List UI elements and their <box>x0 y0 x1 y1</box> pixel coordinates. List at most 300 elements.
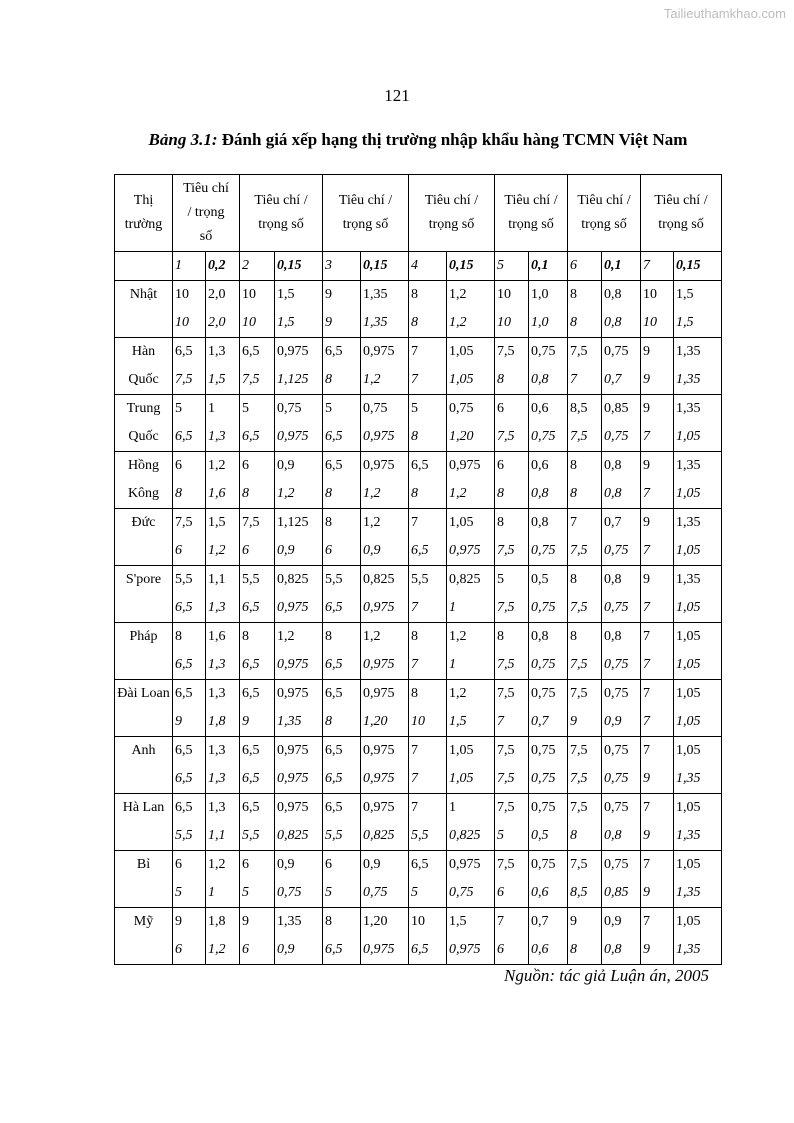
cell-value-line2: 1,3 <box>208 657 226 672</box>
cell-value-line1: 8 <box>325 629 332 644</box>
cell-value-line2: 1,35 <box>676 771 701 786</box>
cell-value-line1: 6 <box>325 857 332 872</box>
cell-value-line2: 8 <box>175 486 182 501</box>
cell-value-line1: 8 <box>325 515 332 530</box>
cell-value-line2: 9 <box>325 315 332 330</box>
table-cell <box>206 737 240 794</box>
cell-value-line1: 0,975 <box>449 458 481 473</box>
table-cell <box>323 623 361 680</box>
header-row <box>115 175 722 252</box>
market-name: Nhật <box>115 281 173 338</box>
cell-value-line1: 1,8 <box>208 914 226 929</box>
cell-value-line2: 1,2 <box>277 486 295 501</box>
cell-value-line2: 6,5 <box>175 600 193 615</box>
table-cell <box>529 680 568 737</box>
cell-value-line2: 1,6 <box>208 486 226 501</box>
cell-value-line1: 1,2 <box>363 515 381 530</box>
criterion-weight: 0,1 <box>529 252 568 281</box>
weights-row <box>115 252 722 281</box>
criterion-number: 6 <box>568 252 602 281</box>
table-cell <box>568 623 602 680</box>
criteria-header-1: Tiêu chí / trọng số <box>173 175 240 252</box>
cell-value-line2: 0,975 <box>277 600 309 615</box>
cell-value-line2: 5 <box>242 885 249 900</box>
cell-value-line2: 1,35 <box>676 828 701 843</box>
table-cell <box>495 395 529 452</box>
cell-value-line2: 1,5 <box>449 714 467 729</box>
cell-value-line2: 0,75 <box>531 771 556 786</box>
table-cell <box>361 281 409 338</box>
cell-value-line2: 0,75 <box>277 885 302 900</box>
table-cell <box>674 794 722 851</box>
table-cell <box>275 338 323 395</box>
cell-value-line1: 0,75 <box>277 401 302 416</box>
table-cell <box>447 851 495 908</box>
cell-value-line2: 7 <box>643 543 650 558</box>
cell-value-line1: 1,6 <box>208 629 226 644</box>
criterion-weight: 0,1 <box>602 252 641 281</box>
table-cell <box>240 452 275 509</box>
cell-value-line1: 5,5 <box>175 572 193 587</box>
table-cell <box>275 509 323 566</box>
cell-value-line1: 0,8 <box>531 629 549 644</box>
table-cell <box>409 281 447 338</box>
table-cell <box>409 452 447 509</box>
cell-value-line1: 7,5 <box>497 743 515 758</box>
cell-value-line1: 9 <box>643 572 650 587</box>
table-cell <box>173 851 206 908</box>
table-cell <box>206 509 240 566</box>
cell-value-line2: 1,5 <box>208 372 226 387</box>
cell-value-line1: 0,6 <box>531 458 549 473</box>
cell-value-line1: 7 <box>411 743 418 758</box>
criteria-header-7: Tiêu chí / trọng số <box>641 175 722 252</box>
cell-value-line1: 1,2 <box>208 458 226 473</box>
table-cell <box>275 851 323 908</box>
cell-value-line2: 9 <box>242 714 249 729</box>
market-name: Bỉ <box>115 851 173 908</box>
market-column-header: Thị trường <box>115 175 173 252</box>
table-cell <box>447 566 495 623</box>
cell-value-line1: 1,2 <box>449 287 467 302</box>
table-cell <box>641 737 674 794</box>
table-cell <box>323 851 361 908</box>
table-cell <box>173 509 206 566</box>
cell-value-line1: 1,35 <box>676 401 701 416</box>
table-cell <box>602 338 641 395</box>
cell-value-line1: 6,5 <box>175 686 193 701</box>
table-cell <box>641 851 674 908</box>
cell-value-line1: 8 <box>242 629 249 644</box>
cell-value-line2: 6,5 <box>175 657 193 672</box>
cell-value-line1: 7,5 <box>570 344 588 359</box>
table-cell <box>674 680 722 737</box>
table-cell <box>240 737 275 794</box>
table-cell <box>447 338 495 395</box>
table-cell <box>323 281 361 338</box>
cell-value-line2: 9 <box>643 771 650 786</box>
cell-value-line2: 8 <box>325 714 332 729</box>
table-cell <box>641 794 674 851</box>
cell-value-line2: 10 <box>497 315 511 330</box>
table-cell <box>447 395 495 452</box>
cell-value-line2: 8 <box>325 486 332 501</box>
cell-value-line1: 9 <box>643 515 650 530</box>
criteria-header-5: Tiêu chí / trọng số <box>495 175 568 252</box>
table-cell <box>361 566 409 623</box>
cell-value-line1: 0,975 <box>363 800 395 815</box>
table-cell <box>602 680 641 737</box>
table-cell <box>409 680 447 737</box>
table-cell <box>674 395 722 452</box>
table-cell <box>529 737 568 794</box>
cell-value-line2: 9 <box>570 714 577 729</box>
cell-value-line1: 7 <box>643 857 650 872</box>
table-cell <box>447 281 495 338</box>
table-cell <box>409 908 447 965</box>
table-cell <box>173 452 206 509</box>
table-row <box>115 338 722 395</box>
cell-value-line1: 1,5 <box>449 914 467 929</box>
table-cell <box>361 737 409 794</box>
cell-value-line1: 7,5 <box>497 686 515 701</box>
cell-value-line2: 7,5 <box>242 372 260 387</box>
market-name: Đài Loan <box>115 680 173 737</box>
cell-value-line1: 6,5 <box>175 800 193 815</box>
cell-value-line2: 0,975 <box>277 429 309 444</box>
cell-value-line2: 0,75 <box>531 429 556 444</box>
cell-value-line2: 5 <box>411 885 418 900</box>
cell-value-line2: 0,75 <box>531 657 556 672</box>
cell-value-line2: 6 <box>175 543 182 558</box>
table-cell <box>602 794 641 851</box>
table-cell <box>409 338 447 395</box>
cell-value-line1: 10 <box>175 287 189 302</box>
cell-value-line1: 1,3 <box>208 800 226 815</box>
table-cell <box>240 509 275 566</box>
criteria-header-6: Tiêu chí / trọng số <box>568 175 641 252</box>
table-cell <box>447 908 495 965</box>
cell-value-line2: 6,5 <box>325 429 343 444</box>
cell-value-line2: 8 <box>325 372 332 387</box>
table-cell <box>568 737 602 794</box>
cell-value-line1: 9 <box>643 401 650 416</box>
table-cell <box>409 851 447 908</box>
cell-value-line1: 5 <box>497 572 504 587</box>
market-name: Trung Quốc <box>115 395 173 452</box>
cell-value-line1: 6,5 <box>242 686 260 701</box>
cell-value-line2: 1,35 <box>277 714 302 729</box>
table-row <box>115 623 722 680</box>
cell-value-line1: 0,75 <box>531 743 556 758</box>
cell-value-line1: 6,5 <box>325 686 343 701</box>
cell-value-line1: 0,8 <box>604 458 622 473</box>
cell-value-line2: 8 <box>411 315 418 330</box>
cell-value-line2: 1,5 <box>277 315 295 330</box>
cell-value-line2: 7,5 <box>570 543 588 558</box>
table-cell <box>361 851 409 908</box>
cell-value-line2: 1,35 <box>363 315 388 330</box>
table-cell <box>568 395 602 452</box>
cell-value-line1: 1,2 <box>363 629 381 644</box>
cell-value-line1: 8,5 <box>570 401 588 416</box>
cell-value-line2: 5,5 <box>411 828 429 843</box>
table-cell <box>173 395 206 452</box>
table-cell <box>602 509 641 566</box>
cell-value-line1: 6 <box>497 401 504 416</box>
criterion-number: 1 <box>173 252 206 281</box>
cell-value-line2: 0,7 <box>604 372 622 387</box>
cell-value-line2: 7 <box>411 657 418 672</box>
cell-value-line2: 1,3 <box>208 429 226 444</box>
cell-value-line2: 1 <box>449 600 456 615</box>
cell-value-line1: 1,35 <box>676 458 701 473</box>
cell-value-line2: 7 <box>411 600 418 615</box>
cell-value-line1: 1,125 <box>277 515 309 530</box>
cell-value-line2: 1,20 <box>363 714 388 729</box>
criteria-header-3: Tiêu chí / trọng số <box>323 175 409 252</box>
cell-value-line2: 1,2 <box>363 486 381 501</box>
table-cell <box>361 908 409 965</box>
cell-value-line2: 6 <box>325 543 332 558</box>
cell-value-line2: 10 <box>411 714 425 729</box>
table-cell <box>495 452 529 509</box>
cell-value-line2: 0,75 <box>604 657 629 672</box>
criterion-number: 5 <box>495 252 529 281</box>
cell-value-line1: 5,5 <box>325 572 343 587</box>
table-cell <box>409 737 447 794</box>
table-cell <box>447 509 495 566</box>
cell-value-line2: 1 <box>449 657 456 672</box>
table-cell <box>275 794 323 851</box>
cell-value-line1: 0,8 <box>604 287 622 302</box>
cell-value-line1: 10 <box>497 287 511 302</box>
table-cell <box>674 851 722 908</box>
table-cell <box>323 395 361 452</box>
cell-value-line1: 0,9 <box>604 914 622 929</box>
cell-value-line1: 0,825 <box>363 572 395 587</box>
market-name: Mỹ <box>115 908 173 965</box>
source-note: Nguồn: tác giả Luận án, 2005 <box>504 966 709 985</box>
table-cell <box>173 623 206 680</box>
table-cell <box>529 509 568 566</box>
cell-value-line1: 6,5 <box>325 800 343 815</box>
cell-value-line2: 0,75 <box>604 771 629 786</box>
cell-value-line2: 0,9 <box>363 543 381 558</box>
table-cell <box>529 338 568 395</box>
cell-value-line1: 5 <box>175 401 182 416</box>
table-cell <box>323 908 361 965</box>
cell-value-line1: 1,05 <box>449 344 474 359</box>
cell-value-line1: 8 <box>175 629 182 644</box>
table-cell <box>275 452 323 509</box>
table-cell <box>602 737 641 794</box>
table-cell <box>240 794 275 851</box>
cell-value-line2: 7,5 <box>497 657 515 672</box>
table-cell <box>173 281 206 338</box>
cell-value-line1: 0,75 <box>604 686 629 701</box>
cell-value-line1: 7,5 <box>570 800 588 815</box>
cell-value-line1: 1,35 <box>676 515 701 530</box>
table-cell <box>323 509 361 566</box>
cell-value-line2: 0,825 <box>277 828 309 843</box>
table-cell <box>529 281 568 338</box>
cell-value-line1: 7,5 <box>497 344 515 359</box>
cell-value-line2: 7,5 <box>497 543 515 558</box>
cell-value-line1: 7,5 <box>175 515 193 530</box>
cell-value-line2: 7 <box>643 714 650 729</box>
table-cell <box>674 566 722 623</box>
cell-value-line2: 5,5 <box>242 828 260 843</box>
table-cell <box>361 452 409 509</box>
table-cell <box>173 794 206 851</box>
table-cell <box>275 680 323 737</box>
table-cell <box>323 680 361 737</box>
table-cell <box>447 680 495 737</box>
table-cell <box>529 566 568 623</box>
table-cell <box>240 851 275 908</box>
cell-value-line1: 0,75 <box>604 857 629 872</box>
cell-value-line2: 7 <box>643 600 650 615</box>
table-cell <box>674 908 722 965</box>
table-cell <box>568 680 602 737</box>
table-cell <box>323 794 361 851</box>
table-cell <box>495 851 529 908</box>
cell-value-line1: 7,5 <box>570 857 588 872</box>
cell-value-line2: 6,5 <box>411 543 429 558</box>
table-cell <box>495 566 529 623</box>
cell-value-line1: 6 <box>497 458 504 473</box>
cell-value-line2: 6 <box>175 942 182 957</box>
cell-value-line2: 7 <box>643 486 650 501</box>
table-cell <box>206 908 240 965</box>
table-cell <box>568 566 602 623</box>
cell-value-line1: 7 <box>411 800 418 815</box>
cell-value-line1: 0,9 <box>363 857 381 872</box>
cell-value-line2: 2,0 <box>208 315 226 330</box>
table-cell <box>641 509 674 566</box>
table-cell <box>641 680 674 737</box>
cell-value-line1: 1,05 <box>676 914 701 929</box>
cell-value-line1: 6 <box>175 857 182 872</box>
cell-value-line1: 0,825 <box>277 572 309 587</box>
cell-value-line2: 0,975 <box>363 942 395 957</box>
cell-value-line2: 7,5 <box>570 657 588 672</box>
cell-value-line2: 8 <box>242 486 249 501</box>
cell-value-line2: 1,3 <box>208 771 226 786</box>
market-name: Pháp <box>115 623 173 680</box>
criterion-number: 3 <box>323 252 361 281</box>
cell-value-line1: 0,75 <box>531 857 556 872</box>
cell-value-line2: 0,75 <box>449 885 474 900</box>
cell-value-line2: 1,2 <box>208 942 226 957</box>
cell-value-line1: 0,85 <box>604 401 629 416</box>
criterion-number: 2 <box>240 252 275 281</box>
cell-value-line1: 7 <box>497 914 504 929</box>
cell-value-line2: 0,825 <box>363 828 395 843</box>
cell-value-line1: 1 <box>208 401 215 416</box>
caption-title: Đánh giá xếp hạng thị trường nhập khẩu hàng TCMN Việt Nam <box>217 130 688 149</box>
table-row <box>115 737 722 794</box>
cell-value-line2: 6,5 <box>325 771 343 786</box>
cell-value-line2: 8 <box>411 429 418 444</box>
criterion-weight: 0,15 <box>674 252 722 281</box>
cell-value-line2: 1,05 <box>676 486 701 501</box>
table-cell <box>275 395 323 452</box>
cell-value-line1: 6,5 <box>411 458 429 473</box>
cell-value-line1: 6,5 <box>242 800 260 815</box>
table-cell <box>173 338 206 395</box>
cell-value-line1: 5 <box>325 401 332 416</box>
cell-value-line2: 0,975 <box>449 942 481 957</box>
table-row <box>115 680 722 737</box>
cell-value-line1: 0,75 <box>363 401 388 416</box>
criterion-weight: 0,15 <box>361 252 409 281</box>
cell-value-line1: 6,5 <box>175 743 193 758</box>
cell-value-line1: 9 <box>325 287 332 302</box>
cell-value-line1: 1,0 <box>531 287 549 302</box>
cell-value-line2: 7,5 <box>497 600 515 615</box>
cell-value-line1: 9 <box>242 914 249 929</box>
cell-value-line2: 0,8 <box>604 315 622 330</box>
table-cell <box>206 281 240 338</box>
cell-value-line2: 7 <box>411 372 418 387</box>
table-cell <box>602 851 641 908</box>
cell-value-line2: 1,35 <box>676 942 701 957</box>
cell-value-line2: 1,35 <box>676 372 701 387</box>
cell-value-line1: 1,05 <box>449 515 474 530</box>
cell-value-line2: 5 <box>325 885 332 900</box>
cell-value-line1: 5 <box>242 401 249 416</box>
cell-value-line2: 1,0 <box>531 315 549 330</box>
cell-value-line1: 8 <box>570 629 577 644</box>
table-cell <box>240 395 275 452</box>
market-name: Đức <box>115 509 173 566</box>
cell-value-line2: 1,05 <box>676 543 701 558</box>
table-cell <box>674 281 722 338</box>
cell-value-line2: 7 <box>411 771 418 786</box>
cell-value-line1: 0,975 <box>363 458 395 473</box>
cell-value-line1: 1,35 <box>363 287 388 302</box>
cell-value-line2: 0,975 <box>277 771 309 786</box>
table-cell <box>529 908 568 965</box>
cell-value-line1: 6 <box>242 458 249 473</box>
table-cell <box>641 281 674 338</box>
table-cell <box>206 680 240 737</box>
cell-value-line1: 0,975 <box>449 857 481 872</box>
cell-value-line1: 1,1 <box>208 572 226 587</box>
cell-value-line2: 6 <box>497 942 504 957</box>
table-row <box>115 851 722 908</box>
table-cell <box>323 566 361 623</box>
table-cell <box>495 509 529 566</box>
table-cell <box>361 338 409 395</box>
cell-value-line2: 1,05 <box>676 429 701 444</box>
table-cell <box>674 452 722 509</box>
cell-value-line2: 1,05 <box>676 600 701 615</box>
market-name: Hà Lan <box>115 794 173 851</box>
cell-value-line2: 0,75 <box>363 885 388 900</box>
cell-value-line1: 1,05 <box>676 686 701 701</box>
cell-value-line1: 6,5 <box>242 344 260 359</box>
criterion-weight: 0,2 <box>206 252 240 281</box>
table-cell <box>568 794 602 851</box>
cell-value-line1: 0,8 <box>604 629 622 644</box>
cell-value-line2: 7,5 <box>497 771 515 786</box>
cell-value-line2: 7 <box>643 657 650 672</box>
cell-value-line2: 5 <box>497 828 504 843</box>
cell-value-line2: 1,1 <box>208 828 226 843</box>
